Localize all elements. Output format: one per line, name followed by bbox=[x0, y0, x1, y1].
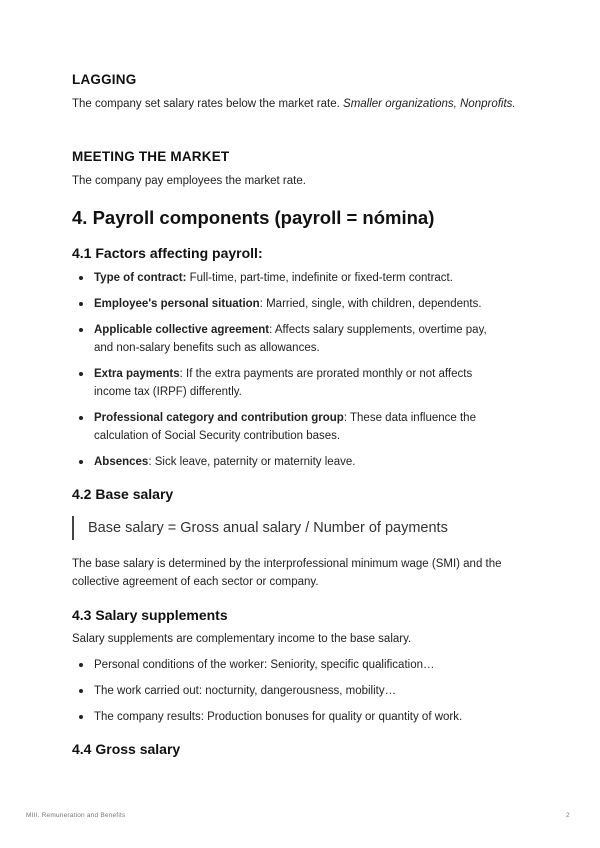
item-text: : Affects salary supplements, overtime pay, and non-salary benefits such as allowances. bbox=[94, 324, 487, 354]
item-bold: Extra payments bbox=[94, 368, 180, 380]
paragraph-lagging bbox=[72, 95, 532, 113]
heading-factors: 4.1 Factors affecting payroll: bbox=[72, 245, 263, 261]
list-item bbox=[72, 269, 532, 287]
item-bold: Employee's personal situation bbox=[94, 298, 260, 310]
bullet-icon bbox=[79, 328, 83, 332]
item-text: The work carried out: nocturnity, dangerousness, mobility… bbox=[94, 685, 397, 697]
bullet-icon bbox=[79, 416, 83, 420]
bullet-icon bbox=[79, 663, 83, 667]
page-number: 2 bbox=[566, 812, 570, 819]
heading-base-salary: 4.2 Base salary bbox=[72, 486, 174, 502]
item-text: : Sick leave, paternity or maternity leave. bbox=[148, 456, 356, 468]
bullet-icon bbox=[79, 372, 83, 376]
item-text: Full-time, part-time, indefinite or fixed-term contract. bbox=[186, 272, 453, 284]
bullet-icon bbox=[79, 689, 83, 693]
list-item bbox=[72, 656, 532, 674]
item-bold: Absences bbox=[94, 456, 149, 468]
paragraph-salary-supplements: Salary supplements are complementary income to the base salary. bbox=[72, 633, 412, 645]
item-text: : These data influence the calculation of Social Security contribution bases. bbox=[94, 412, 476, 442]
item-bold: Applicable collective agreement bbox=[94, 324, 270, 336]
list-item bbox=[72, 708, 532, 726]
bullet-icon bbox=[79, 460, 83, 464]
paragraph-base-salary: The base salary is determined by the interprofessional minimum wage (SMI) and the collective agreement of each sector or company. bbox=[72, 558, 502, 588]
list-item bbox=[72, 409, 499, 445]
supplements-list bbox=[72, 656, 532, 726]
bullet-icon bbox=[79, 276, 83, 280]
lagging-italic: Smaller organizations, Nonprofits. bbox=[343, 98, 516, 110]
list-item bbox=[72, 321, 494, 357]
bullet-icon bbox=[79, 302, 83, 306]
paragraph-meeting-market: The company pay employees the market rate. bbox=[72, 175, 306, 187]
footer-title: MIII. Remuneration and Benefits bbox=[26, 812, 126, 819]
heading-lagging: LAGGING bbox=[72, 72, 137, 87]
item-text: The company results: Production bonuses for quality or quantity of work. bbox=[94, 711, 463, 723]
factors-list bbox=[72, 269, 532, 471]
list-item bbox=[72, 295, 532, 313]
heading-salary-supplements: 4.3 Salary supplements bbox=[72, 607, 228, 623]
bullet-icon bbox=[79, 715, 83, 719]
item-bold: Professional category and contribution group bbox=[94, 412, 344, 424]
list-item bbox=[72, 453, 532, 471]
heading-payroll-components: 4. Payroll components (payroll = nómina) bbox=[72, 207, 435, 228]
item-text: Personal conditions of the worker: Seniority, specific qualification… bbox=[94, 659, 435, 671]
lagging-text: The company set salary rates below the market rate. bbox=[72, 98, 340, 110]
list-item bbox=[72, 365, 494, 401]
heading-meeting-market: MEETING THE MARKET bbox=[72, 149, 230, 164]
item-bold: Type of contract: bbox=[94, 272, 187, 284]
formula-quote: Base salary = Gross anual salary / Number of payments bbox=[72, 516, 448, 540]
list-item bbox=[72, 682, 532, 700]
item-text: : If the extra payments are prorated monthly or not affects income tax (IRPF) differently. bbox=[94, 368, 473, 398]
heading-gross-salary: 4.4 Gross salary bbox=[72, 741, 181, 757]
item-text: : Married, single, with children, dependents. bbox=[259, 298, 482, 310]
